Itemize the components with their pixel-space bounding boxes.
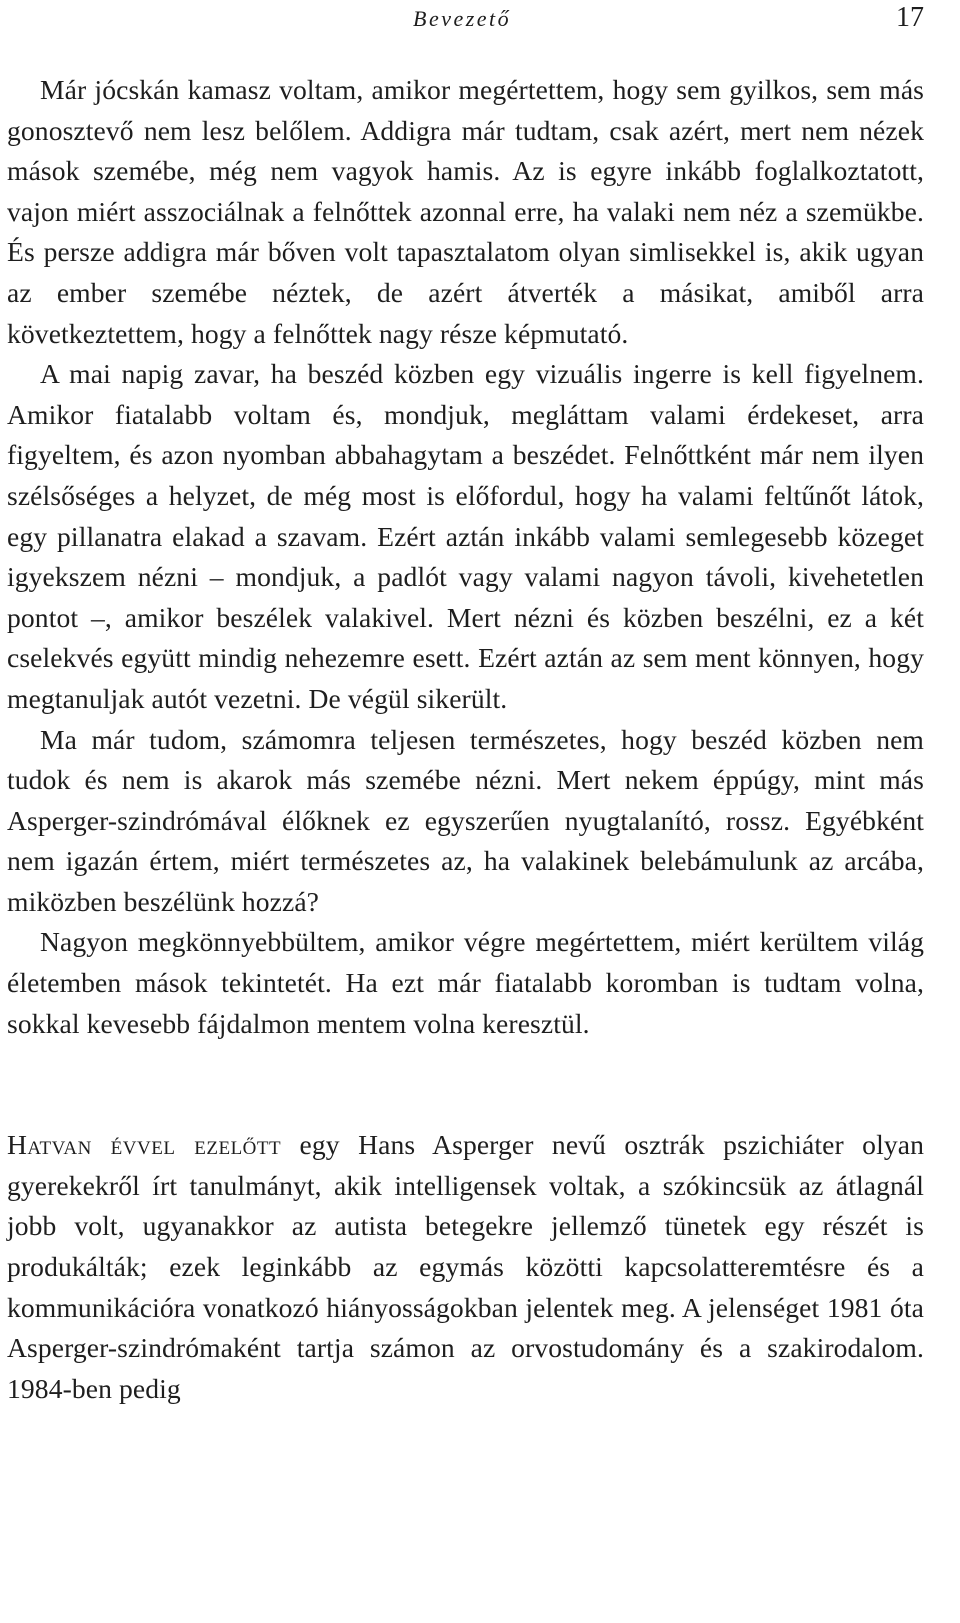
running-head xyxy=(7,0,924,56)
paragraph: Nagyon megkönnyebbültem, amikor végre megértettem, miért kerültem világ életemben mások tekintetét. Ha ezt már fiatalabb koromban is tudtam volna, sokkal kevesebb fájdalmon mentem volna keresztül. xyxy=(7,926,924,1039)
running-title: Bevezető xyxy=(413,6,512,31)
section-opening-paragraph xyxy=(7,1125,924,1409)
page-number: 17 xyxy=(896,2,924,33)
section-break xyxy=(7,1044,924,1125)
body-text xyxy=(7,70,924,1409)
section-text: egy Hans Asperger nevű osztrák pszichiáter olyan gyerekekről írt tanulmányt, akik intelligensek voltak, a szókincsük az átlagnál jobb volt, ugyanakkor az autista betegekre jellemző tünetek egy részét is produkálták; ezek leginkább az egymás közötti kapcsolatteremtésre és a kommunikációra vonatkozó hiányosságokban jelentek meg. A jelenséget 1981 óta Asperger-szindrómaként tartja számon az orvostudomány és a szakirodalom. 1984-ben pedig xyxy=(7,1129,924,1404)
paragraph: Már jócskán kamasz voltam, amikor megértettem, hogy sem gyilkos, sem más gonosztevő nem lesz belőlem. Addigra már tudtam, csak azért, mert nem nézek mások szemébe, még nem vagyok hamis. Az is egyre inkább foglalkoztatott, vajon miért asszociálnak a felnőttek azonnal erre, ha valaki nem néz a szemükbe. És persze addigra már bőven volt tapasztalatom olyan simlisekkel is, akik ugyan az ember szemébe néztek, de azért átverték a másikat, amiből arra következtettem, hogy a felnőttek nagy része képmutató. xyxy=(7,74,924,349)
paragraph: A mai napig zavar, ha beszéd közben egy vizuális ingerre is kell figyelnem. Amikor fiatalabb voltam és, mondjuk, megláttam valami érdekeset, arra figyeltem, és azon nyomban abbahagytam a beszédet. Felnőttként már nem ilyen szélsőséges a helyzet, de még most is előfordul, hogy ha valami feltűnőt látok, egy pillanatra elakad a szavam. Ezért aztán inkább valami semlegesebb közeget igyekszem nézni – mondjuk, a padlót vagy valami nagyon távoli, kivehetetlen pontot –, amikor beszélek valakivel. Mert nézni és közben beszélni, ez a két cselekvés együtt mindig nehezemre esett. Ezért aztán az sem ment könnyen, hogy megtanuljak autót vezetni. De végül sikerült. xyxy=(7,358,924,714)
paragraph: Ma már tudom, számomra teljesen természetes, hogy beszéd közben nem tudok és nem is akarok más szemébe nézni. Mert nekem éppúgy, mint más Asperger-szindrómával élőknek ez egyszerűen nyugtalanító, rossz. Egyébként nem igazán értem, miért természetes az, ha valakinek belebámulunk az arcába, miközben beszélünk hozzá? xyxy=(7,723,924,917)
section-lead-smallcaps: Hatvan évvel ezelőtt xyxy=(7,1129,282,1161)
